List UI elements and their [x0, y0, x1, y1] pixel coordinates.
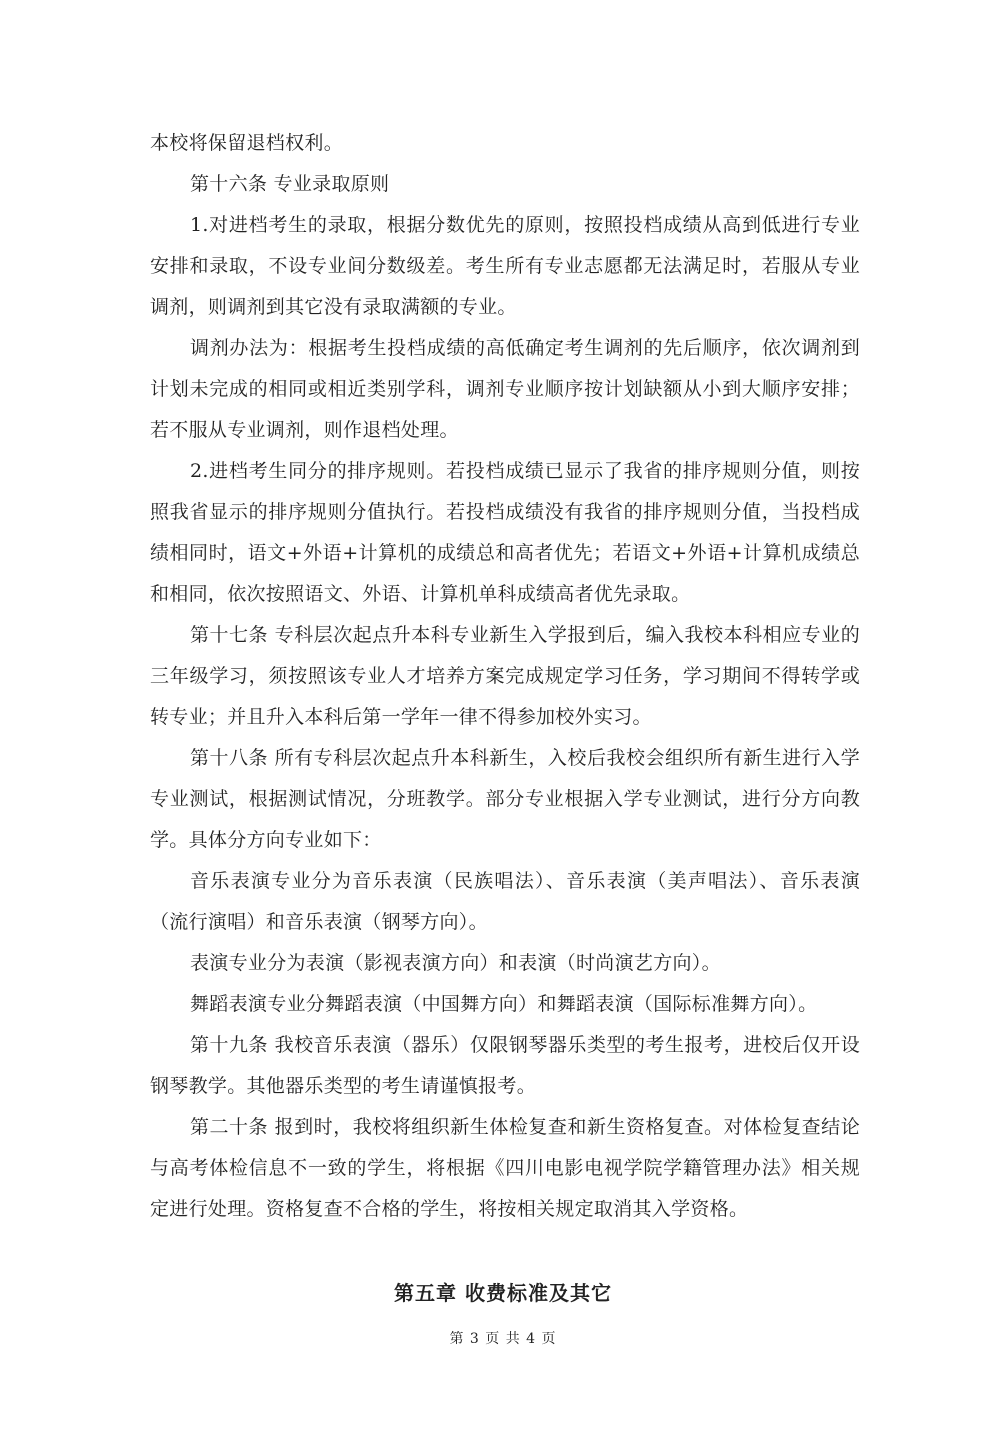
paragraph-3: 1.对进档考生的录取，根据分数优先的原则，按照投档成绩从高到低进行专业安排和录取，不设专业间分数级差。考生所有专业志愿都无法满足时，若服从专业调剂，则调剂到其它没有录取满额的专业。 — [150, 214, 860, 318]
paragraph-4: 调剂办法为：根据考生投档成绩的高低确定考生调剂的先后顺序，依次调剂到计划未完成的相同或相近类别学科，调剂专业顺序按计划缺额从小到大顺序安排；若不服从专业调剂，则作退档处理。 — [150, 337, 860, 441]
paragraph-acting: 表演专业分为表演（影视表演方向）和表演（时尚演艺方向）。 — [190, 952, 721, 974]
article-19: 第十九条 我校音乐表演（器乐）仅限钢琴器乐类型的考生报考，进校后仅开设钢琴教学。其他器乐类型的考生请谨慎报考。 — [150, 1034, 860, 1097]
paragraph-dance: 舞蹈表演专业分舞蹈表演（中国舞方向）和舞蹈表演（国际标准舞方向）。 — [190, 993, 818, 1015]
article-18: 第十八条 所有专科层次起点升本科新生，入校后我校会组织所有新生进行入学专业测试，根据测试情况，分班教学。部分专业根据入学专业测试，进行分方向教学。具体分方向专业如下： — [150, 747, 860, 851]
document-body — [150, 123, 860, 1230]
page-footer: 第 3 页 共 4 页 — [449, 1331, 557, 1347]
paragraph-5: 2.进档考生同分的排序规则。若投档成绩已显示了我省的排序规则分值，则按照我省显示的排序规则分值执行。若投档成绩没有我省的排序规则分值，当投档成绩相同时，语文+外语+计算机的成绩总和高者优先；若语文+外语+计算机成绩总和相同，依次按照语文、外语、计算机单科成绩高者优先录取。 — [150, 460, 860, 605]
paragraph-1: 本校将保留退档权利。 — [150, 132, 344, 154]
article-20: 第二十条 报到时，我校将组织新生体检复查和新生资格复查。对体检复查结论与高考体检信息不一致的学生，将根据《四川电影电视学院学籍管理办法》相关规定进行处理。资格复查不合格的学生，将按相关规定取消其入学资格。 — [150, 1116, 860, 1220]
chapter-title: 第五章 收费标准及其它 — [394, 1281, 612, 1305]
paragraph-music: 音乐表演专业分为音乐表演（民族唱法）、音乐表演（美声唱法）、音乐表演（流行演唱）和音乐表演（钢琴方向）。 — [150, 870, 860, 933]
article-16-heading: 第十六条 专业录取原则 — [190, 173, 390, 195]
article-17: 第十七条 专科层次起点升本科专业新生入学报到后，编入我校本科相应专业的三年级学习，须按照该专业人才培养方案完成规定学习任务，学习期间不得转学或转专业；并且升入本科后第一学年一律不得参加校外实习。 — [150, 624, 860, 728]
